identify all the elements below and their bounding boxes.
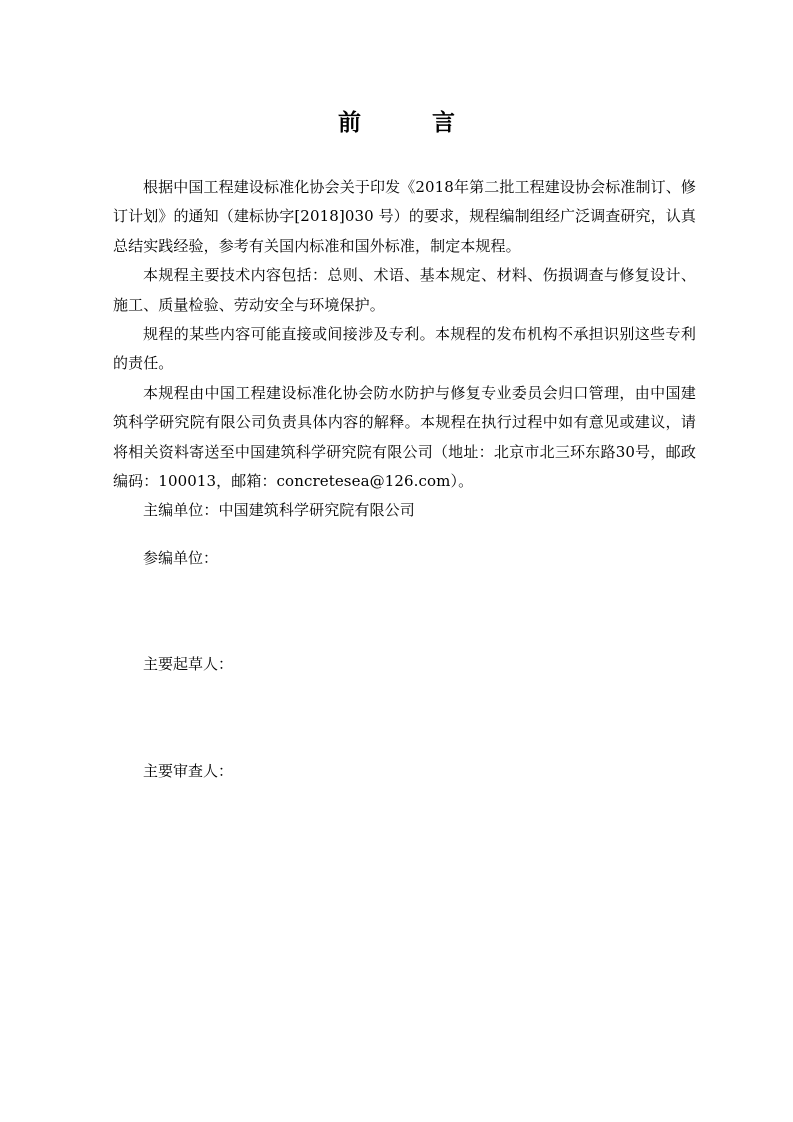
paragraph-technical-contents: 本规程主要技术内容包括：总则、术语、基本规定、材料、伤损调查与修复设计、施工、质量检验、劳动安全与环境保护。 [113,266,696,314]
paragraph-management-contact: 本规程由中国工程建设标准化协会防水防护与修复专业委员会归口管理，由中国建筑科学研究院有限公司负责具体内容的解释。本规程在执行过程中如有意见或建议，请将相关资料寄送至中国建筑科学研究院有限公司（地址：北京市北三环东路30号，邮政编码：100013，邮箱：concretesea@126.com）。 [113,383,696,491]
paragraph-patent-notice: 规程的某些内容可能直接或间接涉及专利。本规程的发布机构不承担识别这些专利的责任。 [113,325,696,373]
main-drafters-label: 主要起草人： [143,655,234,673]
preface-body [113,173,696,526]
page-title: 前 言 [338,109,479,136]
paragraph-chief-editor-unit: 主编单位：中国建筑科学研究院有限公司 [143,501,415,520]
paragraph-standard-basis: 根据中国工程建设标准化协会关于印发《2018年第二批工程建设协会标准制订、修订计划》的通知（建标协字[2018]030 号）的要求，规程编制组经广泛调查研究，认真总结实践经验，参考有关国内标准和国外标准，制定本规程。 [113,178,696,255]
participating-units-label: 参编单位： [143,549,219,567]
main-reviewers-label: 主要审查人： [143,762,234,780]
